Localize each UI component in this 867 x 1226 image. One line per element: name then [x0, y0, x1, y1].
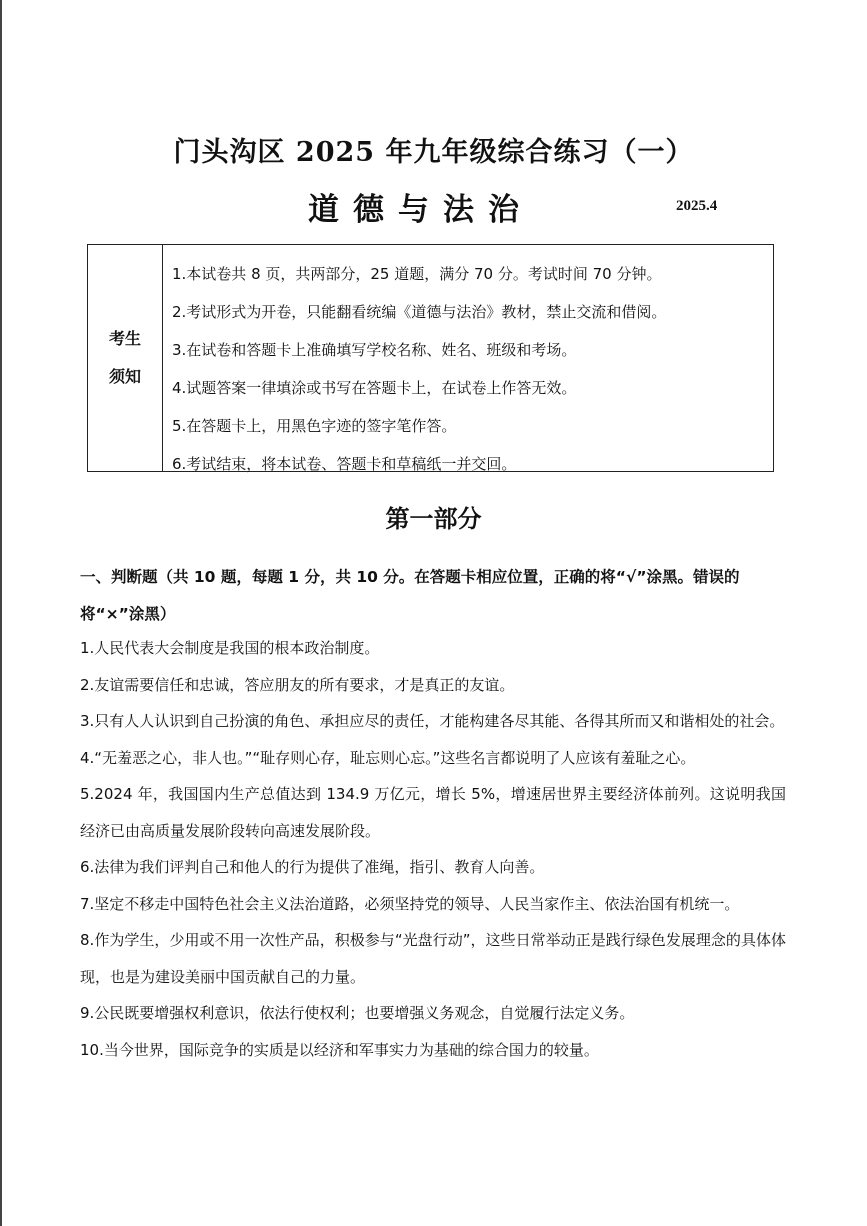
subject-title: 道德与法治	[308, 192, 533, 228]
page-left-edge	[0, 0, 2, 1226]
notice-list	[163, 245, 773, 471]
notice-item: 2.考试形式为开卷，只能翻看统编《道德与法治》教材，禁止交流和借阅。	[172, 303, 667, 321]
section-heading: 一、判断题（共 10 题，每题 1 分，共 10 分。在答题卡相应位置，正确的将“√”涂黑。错误的将“×”涂黑）	[80, 568, 740, 623]
part-title: 第一部分	[385, 505, 482, 533]
notice-item: 1.本试卷共 8 页，共两部分，25 道题，满分 70 分。考试时间 70 分钟。	[172, 265, 662, 283]
question-item: 3.只有人人认识到自己扮演的角色、承担应尽的责任，才能构建各尽其能、各得其所而又和谐相处的社会。	[80, 712, 785, 730]
notice-box	[87, 244, 774, 472]
question-item: 10.当今世界，国际竞争的实质是以经济和军事实力为基础的综合国力的较量。	[80, 1040, 599, 1059]
question-item: 9.公民既要增强权利意识，依法行使权利；也要增强义务观念，自觉履行法定义务。	[80, 1004, 635, 1022]
question-item: 8.作为学生，少用或不用一次性产品，积极参与“光盘行动”，这些日常举动正是践行绿色发展理念的具体体现，也是为建设美丽中国贡献自己的力量。	[80, 931, 786, 986]
notice-label	[88, 245, 163, 471]
exam-title: 门头沟区 2025 年九年级综合练习（一）	[173, 137, 694, 168]
notice-label-line1: 考生	[108, 329, 141, 348]
question-item: 4.“无羞恶之心，非人也。”“耻存则心存，耻忘则心忘。”这些名言都说明了人应该有羞耻之心。	[80, 748, 696, 767]
exam-date: 2025.4	[676, 198, 718, 214]
question-item: 7.坚定不移走中国特色社会主义法治道路，必须坚持党的领导、人民当家作主、依法治国有机统一。	[80, 894, 740, 913]
notice-item: 5.在答题卡上，用黑色字迹的签字笔作答。	[172, 417, 457, 435]
notice-item: 6.考试结束，将本试卷、答题卡和草稿纸一并交回。	[172, 455, 517, 473]
question-list	[80, 630, 786, 1068]
notice-item: 3.在试卷和答题卡上准确填写学校名称、姓名、班级和考场。	[172, 341, 577, 359]
question-item: 2.友谊需要信任和忠诚，答应朋友的所有要求，才是真正的友谊。	[80, 675, 515, 694]
question-item: 6.法律为我们评判自己和他人的行为提供了准绳，指引、教育人向善。	[80, 858, 545, 876]
question-item: 1.人民代表大会制度是我国的根本政治制度。	[80, 639, 380, 657]
question-item: 5.2024 年，我国国内生产总值达到 134.9 万亿元，增长 5%，增速居世界主要经济体前列。这说明我国经济已由高质量发展阶段转向高速发展阶段。	[80, 785, 786, 840]
notice-label-line2: 须知	[108, 367, 141, 386]
notice-item: 4.试题答案一律填涂或书写在答题卡上，在试卷上作答无效。	[172, 379, 577, 397]
